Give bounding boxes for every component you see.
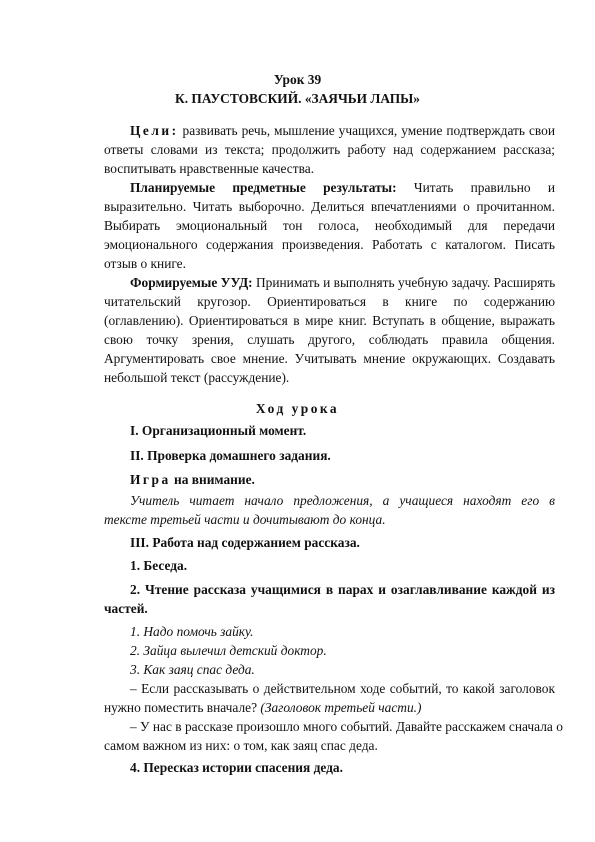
lesson-title: К. ПАУСТОВСКИЙ. «ЗАЯЧЬИ ЛАПЫ» xyxy=(175,91,420,106)
game-title-rest: на внимание. xyxy=(174,472,255,487)
results-text-1: Читать правильно и xyxy=(413,180,555,195)
results-line-3: Выбирать эмоциональный тон голоса, необходимый для передачи xyxy=(104,218,555,233)
section-2: II. Проверка домашнего задания. xyxy=(130,448,331,463)
point-2-line-1: 2. Чтение рассказа учащимися в парах и озаглавливание каждой из xyxy=(130,582,555,597)
lesson-progress-heading: Ход урока xyxy=(255,401,340,416)
question-1-line-2 xyxy=(104,698,555,718)
uud-line-1 xyxy=(130,273,555,293)
question-2-line-2: самом важном из них: о том, как заяц спас деда. xyxy=(104,738,378,753)
question-1-text: нужно поместить вначале? xyxy=(104,700,258,715)
game-description-2: тексте третьей части и дочитывают до конца. xyxy=(104,512,386,527)
section-1: I. Организационный момент. xyxy=(130,423,307,438)
game-label: Игра xyxy=(130,472,171,487)
goals-line-1 xyxy=(130,121,555,141)
results-line-2: выразительно. Читать выборочно. Делиться впечатлениями о прочитанном. xyxy=(104,199,555,214)
goals-line-2: ответы словами из текста; продолжить работу над содержанием рассказа; xyxy=(104,142,555,157)
uud-line-3: (оглавлению). Ориентироваться в мире книг. Вступать в общение, выражать xyxy=(104,313,555,328)
question-2-line-1: – У нас в рассказе произошло много событий. Давайте расскажем сначала о xyxy=(130,719,563,734)
uud-line-5: Аргументировать свое мнение. Учитывать мнение окружающих. Создавать xyxy=(104,351,555,366)
results-line-1 xyxy=(130,178,555,198)
results-line-5: отзыв о книге. xyxy=(104,256,186,271)
title-item-1: 1. Надо помочь зайку. xyxy=(130,624,254,639)
game-line xyxy=(130,470,255,490)
uud-line-2: читательский кругозор. Ориентироваться в книге по содержанию xyxy=(104,294,555,309)
point-2-line-2: частей. xyxy=(104,601,148,616)
point-4: 4. Пересказ истории спасения деда. xyxy=(130,760,343,775)
uud-text-1: Принимать и выполнять учебную задачу. Расширять xyxy=(255,275,556,290)
uud-label: Формируемые УУД: xyxy=(130,275,253,290)
question-1-answer: (Заголовок третьей части.) xyxy=(260,700,422,715)
goals-line-3: воспитывать нравственные качества. xyxy=(104,161,315,176)
results-label: Планируемые предметные результаты: xyxy=(130,180,397,195)
section-3: III. Работа над содержанием рассказа. xyxy=(130,535,360,550)
point-1: 1. Беседа. xyxy=(130,558,188,573)
goals-label: Цели: xyxy=(130,123,179,138)
title-item-3: 3. Как заяц спас деда. xyxy=(130,662,255,677)
uud-line-6: небольшой текст (рассуждение). xyxy=(104,370,290,385)
question-1-line-1: – Если рассказывать о действительном ходе событий, то какой заголовок xyxy=(130,681,555,696)
uud-line-4: свою точку зрения, слушать другого, соблюдать правила общения. xyxy=(104,332,555,347)
results-line-4: эмоционального содержания произведения. Работать с каталогом. Писать xyxy=(104,237,555,252)
lesson-number: Урок 39 xyxy=(273,72,322,87)
title-item-2: 2. Зайца вылечил детский доктор. xyxy=(130,643,327,658)
goals-text-1: развивать речь, мышление учащихся, умение подтверждать свои xyxy=(182,123,555,138)
game-description-1: Учитель читает начало предложения, а учащиеся находят его в xyxy=(130,493,555,508)
